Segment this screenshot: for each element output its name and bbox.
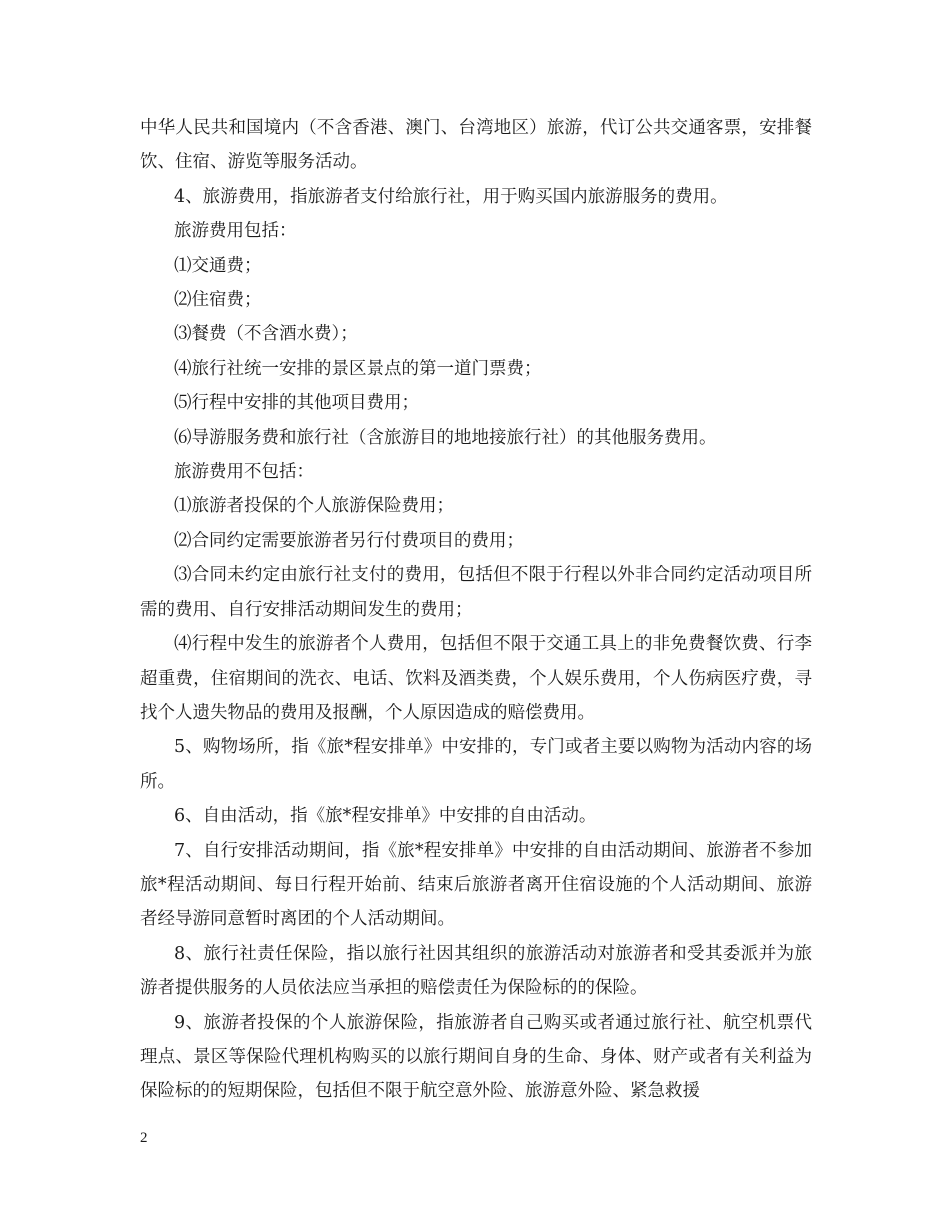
paragraph: 5、购物场所，指《旅*程安排单》中安排的，专门或者主要以购物为活动内容的场所。 bbox=[140, 737, 812, 792]
list-item: ⑹导游服务费和旅行社（含旅游目的地地接旅行社）的其他服务费用。 bbox=[174, 427, 717, 448]
list-item: ⑵合同约定需要旅游者另行付费项目的费用； bbox=[174, 530, 524, 551]
list-item: ⑴旅游者投保的个人旅游保险费用； bbox=[174, 496, 454, 517]
paragraph: 中华人民共和国境内（不含香港、澳门、台湾地区）旅游，代订公共交通客票，安排餐饮、住宿、游览等服务活动。 bbox=[140, 118, 812, 173]
list-item: ⑵住宿费； bbox=[174, 290, 262, 311]
list-item: ⑷行程中发生的旅游者个人费用，包括但不限于交通工具上的非免费餐饮费、行李超重费，住宿期间的洗衣、电话、饮料及酒类费，个人娱乐费用，个人伤病医疗费，寻找个人遗失物品的费用及报酬，个人原因造成的赔偿费用。 bbox=[140, 634, 812, 723]
list-item: ⑴交通费； bbox=[174, 255, 262, 276]
paragraph: 旅游费用不包括： bbox=[174, 462, 314, 483]
paragraph: 9、旅游者投保的个人旅游保险，指旅游者自己购买或者通过旅行社、航空机票代理点、景区等保险代理机构购买的以旅行期间自身的生命、身体、财产或者有关利益为保险标的的短期保险，包括但不限于航空意外险、旅游意外险、紧急救援 bbox=[140, 1012, 812, 1102]
paragraph: 旅游费用包括： bbox=[174, 221, 297, 242]
paragraph: 8、旅行社责任保险，指以旅行社因其组织的旅游活动对旅游者和受其委派并为旅游者提供服务的人员依法应当承担的赔偿责任为保险标的的保险。 bbox=[140, 943, 812, 999]
list-item: ⑸行程中安排的其他项目费用； bbox=[174, 393, 419, 414]
page-number: 2 bbox=[140, 1130, 148, 1146]
list-item: ⑶合同未约定由旅行社支付的费用，包括但不限于行程以外非合同约定活动项目所需的费用、自行安排活动期间发生的费用； bbox=[140, 565, 812, 620]
paragraph: 7、自行安排活动期间，指《旅*程安排单》中安排的自由活动期间、旅游者不参加旅*程活动期间、每日行程开始前、结束后旅游者离开住宿设施的个人活动期间、旅游者经导游同意暂时离团的个人活动期间。 bbox=[140, 840, 812, 930]
paragraph: 4、旅游费用，指旅游者支付给旅行社，用于购买国内旅游服务的费用。 bbox=[174, 186, 728, 207]
paragraph: 6、自由活动，指《旅*程安排单》中安排的自由活动。 bbox=[174, 806, 597, 827]
list-item: ⑶餐费（不含酒水费）； bbox=[174, 324, 358, 345]
document-body bbox=[140, 111, 812, 1109]
list-item: ⑷旅行社统一安排的景区景点的第一道门票费； bbox=[174, 358, 542, 379]
